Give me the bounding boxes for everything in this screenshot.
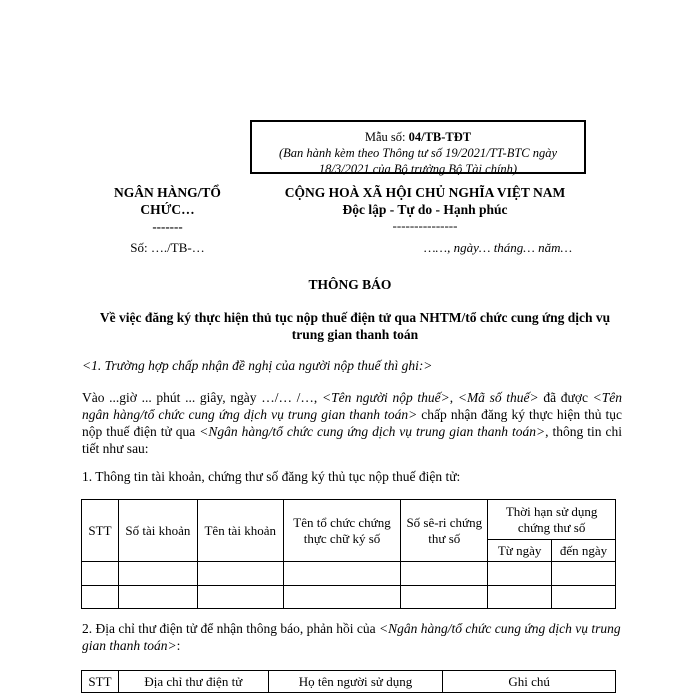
col-stt: STT xyxy=(82,500,119,562)
form-code-prefix: Mẫu số: xyxy=(364,130,409,144)
issuing-org xyxy=(95,184,240,235)
col-stt: STT xyxy=(82,671,119,693)
case-1-heading: <1. Trường hợp chấp nhận đề nghị của người nộp thuế thì ghi:> xyxy=(82,358,433,373)
document-number: Số: …./TB-… xyxy=(130,240,205,255)
org-divider: ------- xyxy=(152,219,183,234)
form-code: 04/TB-TĐT xyxy=(408,130,472,144)
national-header xyxy=(240,184,610,233)
document-title: THÔNG BÁO xyxy=(308,277,392,292)
subtitle-line2: trung gian thanh toán xyxy=(291,327,419,342)
col-account-name: Tên tài khoản xyxy=(197,500,283,562)
table-row xyxy=(82,562,616,586)
col-note: Ghi chú xyxy=(443,671,616,693)
document-date: ……, ngày… tháng… năm… xyxy=(424,240,573,255)
section-2-heading: 2. Địa chỉ thư điện tử để nhận thông báo, phản hồi của <Ngân hàng/tổ chức cung ứng dịch vụ trung gian thanh toán>: xyxy=(82,621,621,653)
form-code-box xyxy=(250,120,586,174)
subtitle-line1: Về việc đăng ký thực hiện thủ tục nộp thuế điện tử qua NHTM/tổ chức cung ứng dịch vụ xyxy=(99,310,611,325)
form-code-line xyxy=(252,129,584,145)
col-user-name: Họ tên người sử dụng xyxy=(268,671,443,693)
col-email: Địa chỉ thư điện tử xyxy=(118,671,268,693)
table-row xyxy=(82,586,616,609)
org-line2: CHỨC… xyxy=(140,202,195,217)
col-certificate-validity: Thời hạn sử dụng chứng thư số xyxy=(488,500,616,540)
col-certificate-serial: Số sê-ri chứng thư số xyxy=(401,500,488,562)
col-certificate-org: Tên tổ chức chứng thực chữ ký số xyxy=(283,500,401,562)
acceptance-paragraph: Vào ...giờ ... phút ... giây, ngày …/… /…, <Tên người nộp thuế>, <Mã số thuế> đã được <Tên ngân hàng/tổ chức cung ứng dịch vụ trung gian thanh toán> chấp nhận đăng ký thực hiện thủ tục nộp thuế điện tử qua <Ngân hàng/tổ chức cung ứng dịch vụ trung gian thanh toán>, thông tin chi tiết như sau: xyxy=(82,390,623,456)
col-to-date: đến ngày xyxy=(552,540,616,562)
section-1-heading: 1. Thông tin tài khoản, chứng thư số đăng ký thủ tục nộp thuế điện tử: xyxy=(82,469,461,484)
form-legal-basis-line2: 18/3/2021 của Bộ trưởng Bộ Tài chính) xyxy=(318,162,518,176)
form-legal-basis-line1: (Ban hành kèm theo Thông tư số 19/2021/TT-BTC ngày xyxy=(278,146,558,160)
accounts-table xyxy=(81,499,616,609)
email-table xyxy=(81,670,616,693)
nation-title: CỘNG HOÀ XÃ HỘI CHỦ NGHĨA VIỆT NAM xyxy=(284,185,566,200)
document-subtitle xyxy=(60,309,650,343)
org-line1: NGÂN HÀNG/TỔ xyxy=(114,185,221,200)
col-account-number: Số tài khoản xyxy=(118,500,197,562)
col-from-date: Từ ngày xyxy=(488,540,552,562)
national-motto: Độc lập - Tự do - Hạnh phúc xyxy=(342,202,508,217)
motto-divider: --------------- xyxy=(392,218,458,233)
